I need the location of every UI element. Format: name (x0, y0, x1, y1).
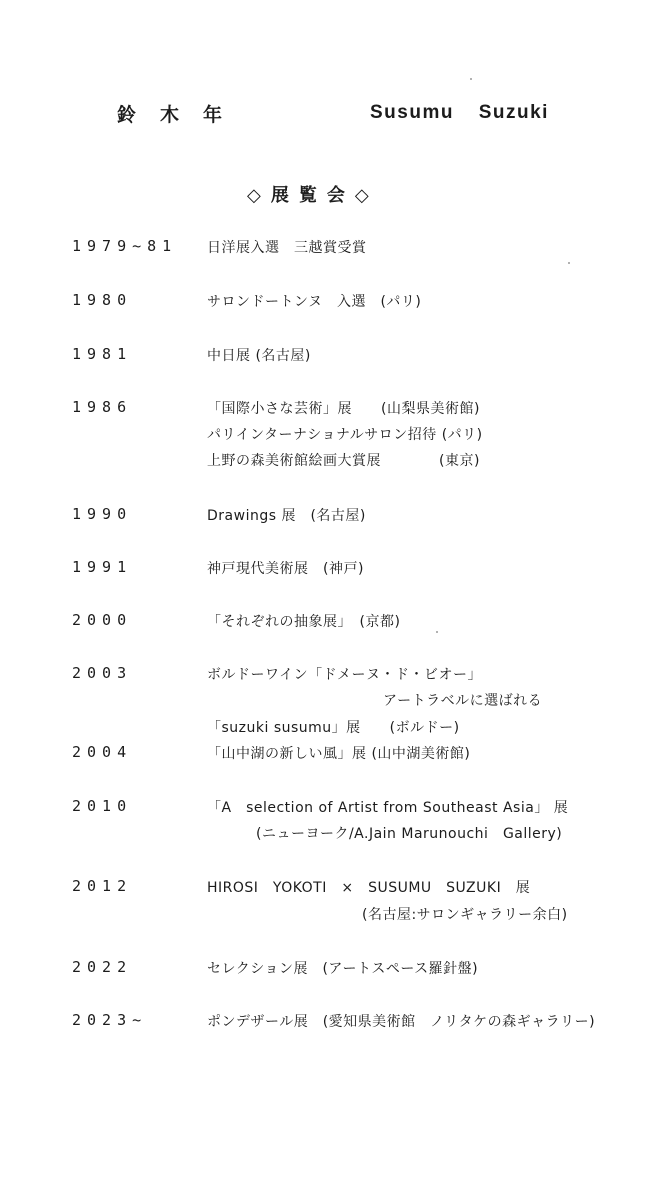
title-japanese: 鈴木年 (117, 104, 247, 126)
entry-line: 「山中湖の新しい風」展 (山中湖美術館) (207, 746, 471, 762)
entry-line: 「それぞれの抽象展」 (京都) (207, 614, 401, 630)
entry-year: 1979~81 (72, 237, 178, 255)
entry-year: 2003 (72, 664, 133, 682)
entry-line: (名古屋:サロンギャラリー余白) (362, 907, 568, 923)
entry-line: 上野の森美術館絵画大賞展 (東京) (207, 453, 480, 469)
entry-line: 日洋展入選 三越賞受賞 (207, 240, 367, 256)
entry-line: (ニューヨーク/A.Jain Marunouchi Gallery) (256, 826, 563, 842)
scan-speck (436, 631, 438, 633)
entry-year: 2012 (72, 877, 133, 895)
entry-line: アートラベルに選ばれる (383, 693, 543, 709)
entry-line: 「国際小さな芸術」展 (山梨県美術館) (207, 401, 480, 417)
entry-line: 中日展 (名古屋) (207, 348, 311, 364)
entry-year: 1980 (72, 291, 133, 309)
entry-line: セレクション展 (アートスペース羅針盤) (207, 961, 479, 977)
entry-line: Drawings 展 (名古屋) (207, 508, 366, 524)
entry-year: 2000 (72, 611, 133, 629)
entry-year: 1981 (72, 345, 133, 363)
entry-year: 2004 (72, 743, 133, 761)
entry-line: サロンドートンヌ 入選 (パリ) (207, 294, 422, 310)
page-title (0, 100, 671, 130)
entry-year: 1986 (72, 398, 133, 416)
entry-line: HIROSI YOKOTI × SUSUMU SUZUKI 展 (207, 880, 531, 896)
entry-line: 「A selection of Artist from Southeast Asia」 展 (207, 800, 569, 816)
scan-speck (470, 78, 472, 80)
entry-line: ボルドーワイン「ドメーヌ・ド・ビオー」 (207, 667, 482, 683)
scan-speck (568, 262, 570, 264)
entry-line: ポンデザール展 (愛知県美術館 ノリタケの森ギャラリー) (207, 1014, 596, 1030)
section-heading: ◇展覧会◇ (247, 185, 379, 206)
entry-line: 神戸現代美術展 (神戸) (207, 561, 364, 577)
entry-year: 2022 (72, 958, 133, 976)
title-english: Susumu Suzuki (370, 102, 549, 123)
entry-year: 1990 (72, 505, 133, 523)
entry-line: パリインターナショナルサロン招待 (パリ) (207, 427, 483, 443)
entry-year: 2010 (72, 797, 133, 815)
entry-year: 2023~ (72, 1011, 148, 1029)
entry-line: 「suzuki susumu」展 (ボルドー) (207, 720, 460, 736)
entry-year: 1991 (72, 558, 133, 576)
